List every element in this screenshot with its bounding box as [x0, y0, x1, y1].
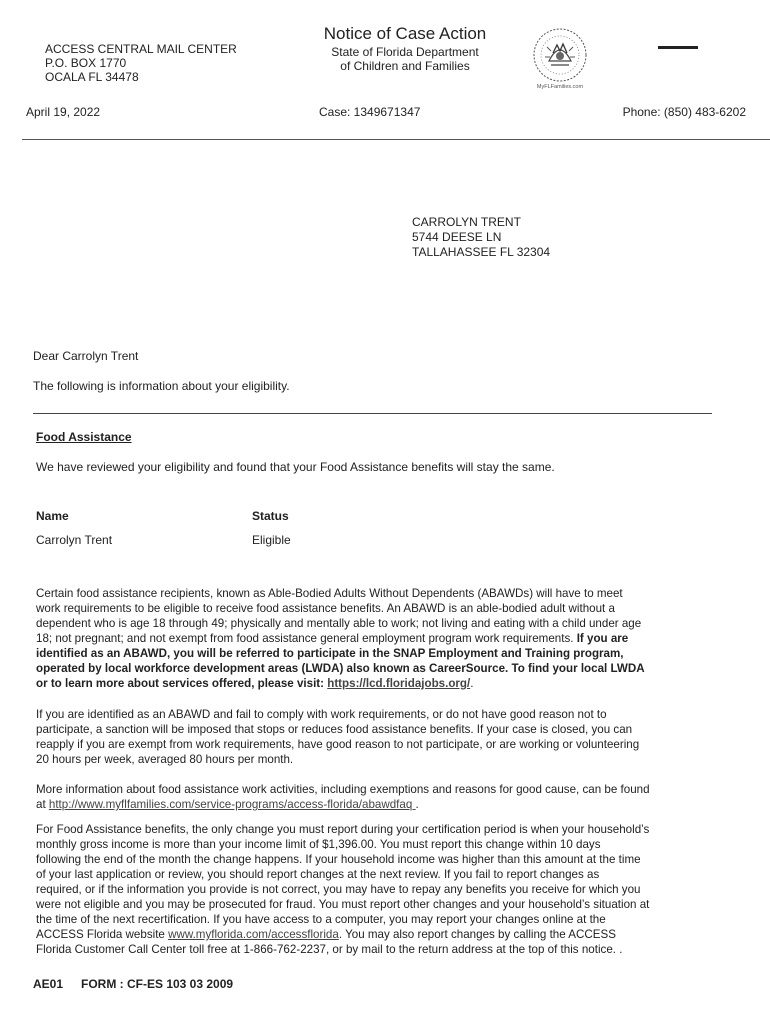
reporting-line: required, or if the information you provide is not correct, you may have to repay any benefits you receive for which you — [36, 883, 641, 896]
abawd-bold-text: or to learn more about services offered, please visit: — [36, 677, 328, 690]
sanction-line: 20 hours per week, averaged 80 hours per month. — [36, 753, 294, 766]
sanction-line: reapply if you are exempt from work requirements, have good reason to not participate, or are working or volunteering — [36, 738, 640, 751]
reporting-line: Florida Customer Call Center toll free at 1-866-762-2237, or by mail to the return address at the top of this notice. . — [36, 943, 623, 956]
column-header-status: Status — [252, 509, 289, 523]
recipient-address — [412, 215, 550, 260]
abawd-paragraph — [36, 586, 716, 691]
abawd-bold-line — [36, 676, 716, 691]
intro-text: The following is information about your eligibility. — [33, 379, 290, 393]
sender-address — [45, 42, 237, 84]
case-number: Case: 1349671347 — [319, 105, 421, 119]
more-info-period: . — [415, 798, 419, 811]
reporting-line — [36, 927, 716, 942]
department-line-1: State of Florida Department — [331, 45, 479, 59]
sanction-paragraph — [36, 707, 716, 767]
recipient-name: CARROLYN TRENT — [412, 215, 521, 229]
footer-code: AE01 — [33, 977, 64, 991]
phone-number: Phone: (850) 483-6202 — [622, 105, 746, 119]
reporting-line: of your last application or review, you should report changes at the next review. If you fail to report changes as — [36, 868, 600, 881]
person-status: Eligible — [252, 533, 291, 547]
more-info-line: More information about food assistance work activities, including exemptions and reasons for good cause, can be found — [36, 783, 650, 796]
reporting-line: were not eligible and you may be prosecuted for fraud. You must report other changes and your household’s situation at — [36, 898, 650, 911]
more-info-text: at — [36, 798, 49, 811]
notice-date: April 19, 2022 — [26, 105, 101, 119]
floridajobs-link[interactable]: https://lcd.floridajobs.org/ — [327, 677, 471, 690]
more-info-line — [36, 797, 716, 812]
column-header-name: Name — [36, 509, 69, 523]
sender-line-3: OCALA FL 34478 — [45, 70, 139, 84]
sanction-line: participate, a sanction will be imposed that stops or reduces food assistance benefits. If your case is closed, you can — [36, 723, 633, 736]
abawd-bold-line: operated by local workforce development areas (LWDA) also known as CareerSource. To find your local LWDA — [36, 662, 645, 675]
seal-text: MyFLFamilies.com — [536, 84, 584, 90]
abawd-faq-link[interactable]: http://www.myflfamilies.com/service-programs/access-florida/abawdfaq — [48, 798, 416, 811]
notice-title: Notice of Case Action — [323, 24, 487, 43]
food-assistance-statement: We have reviewed your eligibility and found that your Food Assistance benefits will stay the same. — [36, 460, 555, 474]
recipient-city: TALLAHASSEE FL 32304 — [412, 245, 551, 259]
abawd-line: Certain food assistance recipients, known as Able-Bodied Adults Without Dependents (ABAWDs) will have to meet — [36, 587, 623, 600]
abawd-period: . — [470, 677, 474, 690]
state-seal-icon — [527, 25, 593, 91]
more-info-paragraph — [36, 782, 716, 812]
department-line-2: of Children and Families — [340, 59, 470, 73]
header-dash — [658, 46, 698, 49]
sanction-line: If you are identified as an ABAWD and fail to comply with work requirements, or do not have good reason not to — [36, 708, 607, 721]
food-assistance-heading: Food Assistance — [36, 430, 132, 444]
department-name — [300, 45, 510, 73]
reporting-line: following the end of the month the change happens. If your household income was higher than this amount at the time — [36, 853, 641, 866]
header-divider — [22, 139, 770, 140]
reporting-line: monthly gross income is more than your income limit of $1,396.00. You must report this change within 10 days — [36, 838, 601, 851]
abawd-bold-line: identified as an ABAWD, you will be referred to participate in the SNAP Employment and Training program, — [36, 647, 624, 660]
sender-line-1: ACCESS CENTRAL MAIL CENTER — [45, 42, 237, 56]
abawd-line: work requirements to be eligible to receive food assistance benefits. An ABAWD is an able-bodied adult without a — [36, 602, 615, 615]
sender-line-2: P.O. BOX 1770 — [45, 56, 127, 70]
recipient-street: 5744 DEESE LN — [412, 230, 502, 244]
footer-form-number: FORM : CF-ES 103 03 2009 — [81, 977, 234, 991]
reporting-text: . You may also report changes by calling the ACCESS — [338, 928, 616, 941]
abawd-line: dependent who is age 18 through 49; physically and mentally able to work; not living and eating with a child under age — [36, 617, 642, 630]
reporting-text: ACCESS Florida website — [36, 928, 169, 941]
reporting-line: For Food Assistance benefits, the only change you must report during your certification period is when your household’s — [36, 823, 650, 836]
greeting: Dear Carrolyn Trent — [33, 349, 139, 363]
abawd-bold-text: If you are — [576, 632, 629, 645]
reporting-paragraph — [36, 822, 716, 957]
reporting-line: the time of the next recertification. If you have access to a computer, you may report your changes online at the — [36, 913, 606, 926]
section-divider — [33, 413, 712, 414]
abawd-text: 18; not pregnant; and not exempt from food assistance general employment program work requirements. — [36, 632, 577, 645]
person-name: Carrolyn Trent — [36, 533, 113, 547]
access-florida-link[interactable]: www.myflorida.com/accessflorida — [168, 928, 339, 941]
abawd-line — [36, 631, 716, 646]
